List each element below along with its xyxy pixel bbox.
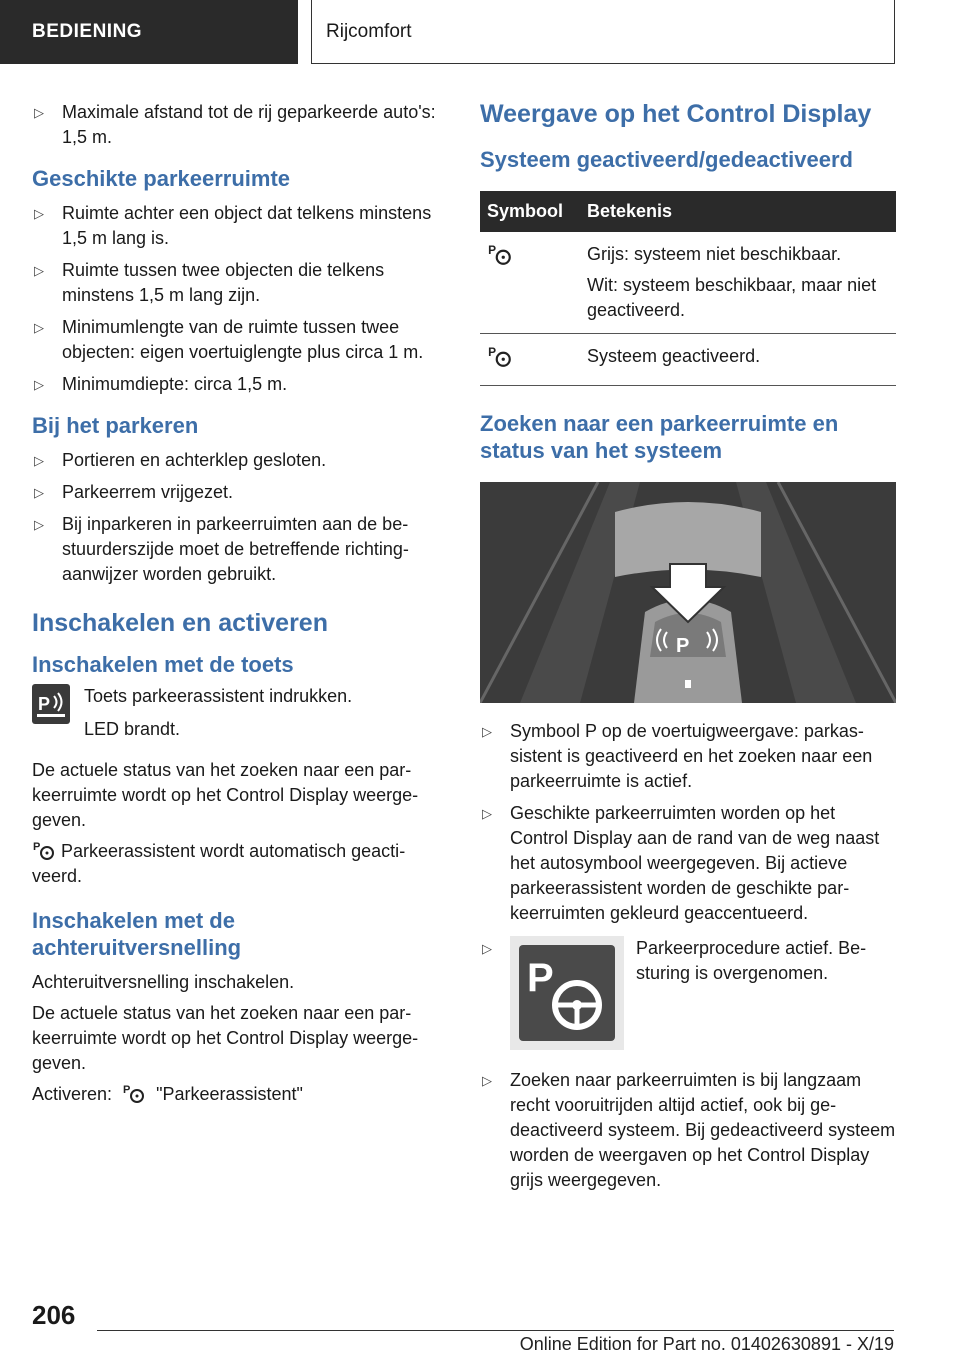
bullet-text: Zoeken naar parkeerruimten is bij langzaam recht vooruitrijden altijd actief, ook bij gedeactiveerd systeem. Bij gedeactiveerd systeem worden de weergaven op het Control Display grijs weergegeven. — [510, 1070, 896, 1190]
bullet-text: Ruimte achter een object dat telkens minstens 1,5 m lang is. — [62, 203, 432, 248]
triangle-bullet-icon: ▷ — [34, 377, 44, 392]
meaning-text: Grijs: systeem niet beschikbaar. — [587, 244, 842, 264]
page-number: 206 — [32, 1300, 76, 1330]
table-cell-meaning — [580, 232, 896, 334]
triangle-bullet-icon: ▷ — [482, 806, 492, 821]
triangle-bullet-icon: ▷ — [482, 1073, 492, 1088]
list-item — [480, 719, 896, 794]
list-item — [32, 201, 448, 251]
triangle-bullet-icon: ▷ — [34, 206, 44, 221]
header-chapter-label: Rijcomfort — [326, 20, 412, 42]
bullet-text: Minimumdiepte: circa 1,5 m. — [62, 374, 288, 394]
bullet-text: Portieren en achterklep gesloten. — [62, 450, 327, 470]
park-assist-steering-icon — [32, 839, 56, 861]
parking-procedure-icon — [510, 936, 624, 1050]
park-assist-steering-icon — [487, 344, 513, 368]
triangle-bullet-icon: ▷ — [34, 517, 44, 532]
activate-label: Activeren: — [32, 1084, 113, 1104]
bullet-text: Parkeerrem vrijgezet. — [62, 482, 234, 502]
left-column — [32, 100, 448, 1113]
led-text: LED brandt. — [84, 719, 181, 739]
steering-wheel-p-icon — [519, 945, 615, 1041]
menu-item-label: "Parkeerassistent" — [156, 1084, 303, 1104]
park-assist-button-icon — [32, 684, 70, 724]
meaning-text: Wit: systeem beschikbaar, maar niet geactiveerd. — [587, 275, 877, 320]
button-instruction — [32, 684, 448, 748]
park-assist-glyph-icon — [35, 688, 67, 720]
auto-activate-line — [32, 839, 448, 889]
heading-activate: Inschakelen en activeren — [32, 609, 328, 637]
paragraph: De actuele status van het zoeken naar een parkeerruimte wordt op het Control Display weergegeven. — [32, 760, 419, 830]
table-row — [480, 334, 896, 386]
svg-text:P: P — [527, 956, 554, 1000]
table-cell-symbol — [480, 334, 580, 386]
triangle-bullet-icon: ▷ — [34, 453, 44, 468]
bullet-text: Geschikte parkeerruimten worden op het Control Display aan de rand van de weg naast het autosymbool weergegeven. Bij actieve parkeerassistent worden de geschikte parkeerruimten gekleurd geaccentueerd. — [510, 803, 880, 923]
heading-system-state: Systeem geactiveerd/gedeactiveerd — [480, 147, 853, 172]
triangle-bullet-icon: ▷ — [34, 263, 44, 278]
list-item — [32, 372, 448, 397]
table-cell-meaning: Systeem geactiveerd. — [580, 334, 896, 386]
table-cell-symbol — [480, 232, 580, 334]
svg-text:P: P — [123, 1084, 131, 1096]
park-assist-steering-icon — [121, 1082, 147, 1104]
header-section-label: BEDIENING — [32, 21, 143, 42]
symbol-table — [480, 191, 896, 386]
procedure-text: Parkeerprocedure actief. Besturing is overgenomen. — [636, 938, 867, 983]
instruction-text: Toets parkeerassistent indrukken. — [84, 686, 353, 706]
paragraph: Achteruitversnelling inschakelen. — [32, 972, 295, 992]
parking-search-illustration — [480, 482, 896, 703]
park-assist-steering-icon — [487, 242, 513, 266]
bullet-text: Ruimte tussen twee objecten die telkens minstens 1,5 m lang zijn. — [62, 260, 385, 305]
header-chapter — [311, 0, 895, 64]
list-item — [32, 448, 448, 473]
right-column — [480, 100, 896, 1200]
heading-suitable-space: Geschikte parkeerruimte — [32, 166, 291, 191]
bullet-text: Symbool P op de voertuigweergave: parkassistent is geactiveerd en het zoeken naar een parkeerruimte is actief. — [510, 721, 873, 791]
heading-search-status: Zoeken naar een parkeerruimte en status van het systeem — [480, 411, 839, 463]
list-item — [32, 100, 448, 150]
footer-divider — [97, 1330, 894, 1331]
triangle-bullet-icon: ▷ — [482, 941, 492, 956]
table-row — [480, 232, 896, 334]
heading-with-button: Inschakelen met de toets — [32, 652, 294, 677]
footer-edition: Online Edition for Part no. 01402630891 - X/19 — [519, 1334, 894, 1354]
activate-line — [32, 1082, 448, 1107]
control-display-figure — [480, 482, 896, 703]
heading-control-display: Weergave op het Control Display — [480, 100, 872, 128]
list-item — [32, 315, 448, 365]
bullet-text: Maximale afstand tot de rij geparkeerde auto's: 1,5 m. — [62, 102, 436, 147]
svg-text:P: P — [488, 345, 497, 359]
list-item — [480, 1068, 896, 1193]
table-header-symbol: Symbool — [480, 191, 580, 232]
header-section — [0, 0, 298, 64]
list-item — [480, 801, 896, 926]
auto-activate-text: Parkeerassistent wordt automatisch geactiveerd. — [32, 841, 406, 886]
triangle-bullet-icon: ▷ — [34, 320, 44, 335]
svg-text:P: P — [33, 841, 41, 853]
paragraph: De actuele status van het zoeken naar een parkeerruimte wordt op het Control Display weergegeven. — [32, 1003, 419, 1073]
table-header-meaning: Betekenis — [580, 191, 896, 232]
heading-parking: Bij het parkeren — [32, 413, 199, 438]
bullet-text: Minimumlengte van de ruimte tussen twee objecten: eigen voertuiglengte plus circa 1 m. — [62, 317, 424, 362]
list-item — [32, 258, 448, 308]
list-item — [480, 936, 896, 1050]
heading-reverse: Inschakelen met de achteruitversnelling — [32, 908, 242, 960]
triangle-bullet-icon: ▷ — [34, 105, 44, 120]
list-item — [32, 480, 448, 505]
list-item — [32, 512, 448, 587]
triangle-bullet-icon: ▷ — [482, 724, 492, 739]
table-header-row — [480, 191, 896, 232]
bullet-text: Bij inparkeren in parkeerruimten aan de bestuurderszijde moet de betreffende richtingaanwijzer worden gebruikt. — [62, 514, 409, 584]
triangle-bullet-icon: ▷ — [34, 485, 44, 500]
svg-text:P: P — [676, 635, 690, 657]
svg-text:P: P — [488, 243, 497, 257]
svg-text:P: P — [38, 694, 51, 714]
